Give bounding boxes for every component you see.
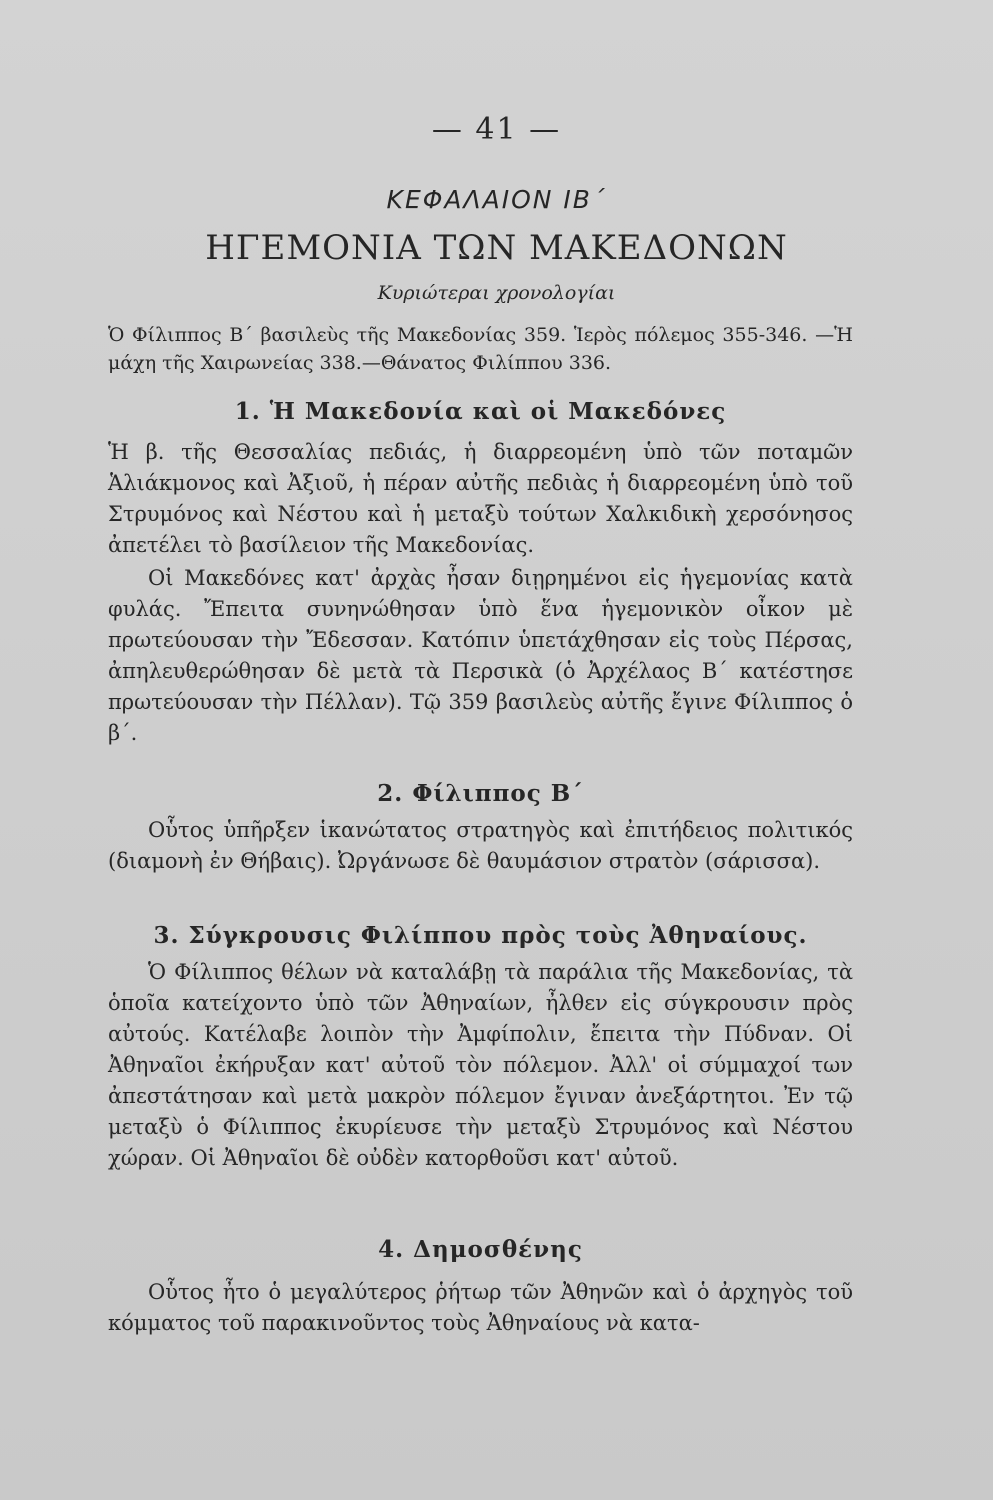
section-demosthenes [108,1236,853,1339]
chapter-title: ΗΓΕΜΟΝΙΑ ΤΩΝ ΜΑΚΕΔΟΝΩΝ [205,228,788,268]
section-philip [108,780,853,877]
paragraph: Ὁ Φίλιππος θέλων νὰ καταλάβῃ τὰ παράλια τῆς Μακεδονίας, τὰ ὁποῖα κατείχοντο ὑπὸ τῶν Ἀθηναίων, ἦλθεν εἰς σύγκρουσιν πρὸς αὐτούς. Κατέλαβε λοιπὸν τὴν Ἀμφίπολιν, ἔπειτα τὴν Πύδναν. Οἱ Ἀθηναῖοι ἐκήρυξαν κατ' αὐτοῦ τὸν πόλεμον. Ἀλλ' οἱ σύμμαχοί των ἀπεστάτησαν καὶ μετὰ μακρὸν πόλεμον ἔγιναν ἀνεξάρτητοι. Ἐν τῷ μεταξὺ ὁ Φίλιππος ἐκυρίευσε τὴν μεταξὺ Στρυμόνος καὶ Νέστου χώραν. Οἱ Ἀθηναῖοι δὲ οὐδὲν κατορθοῦσι κατ' αὐτοῦ. [108,960,853,1170]
section-heading: 2. Φίλιππος Β΄ [377,780,584,807]
chronology-text: Ὁ Φίλιππος Β΄ βασιλεὺς τῆς Μακεδονίας 359. Ἱερὸς πόλεμος 355-346. —Ἡ μάχη τῆς Χαιρωνείας 338.—Θάνατος Φιλίππου 336. [108,324,853,374]
paragraph: Οὗτος ἦτο ὁ μεγαλύτερος ῥήτωρ τῶν Ἀθηνῶν καὶ ὁ ἀρχηγὸς τοῦ κόμματος τοῦ παρακινοῦντος τοὺς Ἀθηναίους νὰ κατα- [108,1280,853,1335]
paragraph: Οἱ Μακεδόνες κατ' ἀρχὰς ἦσαν διῃρημένοι εἰς ἡγεμονίας κατὰ φυλάς. Ἔπειτα συνηνώθησαν ὑπὸ ἕνα ἡγεμονικὸν οἶκον μὲ πρωτεύουσαν τὴν Ἔδεσσαν. Κατόπιν ὑπετάχθησαν εἰς τοὺς Πέρσας, ἀπηλευθερώθησαν δὲ μετὰ τὰ Περσικὰ (ὁ Ἀρχέλαος Β΄ κατέστησε πρωτεύουσαν τὴν Πέλλαν). Τῷ 359 βασιλεὺς αὐτῆς ἔγινε Φίλιππος ὁ β΄. [108,566,853,745]
section-conflict [108,922,853,1174]
chronology-subtitle: Κυριώτεραι χρονολογίαι [377,282,616,304]
section-heading: 3. Σύγκρουσις Φιλίππου πρὸς τοὺς Ἀθηναίους. [153,922,808,949]
paragraph: Ἡ β. τῆς Θεσσαλίας πεδιάς, ἡ διαρρεομένη ὑπὸ τῶν ποταμῶν Ἁλιάκμονος καὶ Ἀξιοῦ, ἡ πέραν αὐτῆς πεδιὰς ἡ διαρρεομένη ὑπὸ τοῦ Στρυμόνος καὶ Νέστου καὶ ἡ μεταξὺ τούτων Χαλκιδικὴ χερσόνησος ἀπετέλει τὸ βασίλειον τῆς Μακεδονίας. [108,440,853,557]
section-heading: 1. Ἡ Μακεδονία καὶ οἱ Μακεδόνες [234,398,727,425]
section-heading: 4. Δημοσθένης [378,1236,583,1263]
section-macedonia [108,398,853,749]
page-number: — 41 — [431,112,562,147]
chapter-label: ΚΕΦΑΛΑΙΟΝ ΙΒ΄ [386,185,607,214]
paragraph: Οὗτος ὑπῆρξεν ἱκανώτατος στρατηγὸς καὶ ἐπιτήδειος πολιτικός (διαμονὴ ἐν Θήβαις). Ὠργάνωσε δὲ θαυμάσιον στρατὸν (σάρισσα). [108,818,853,873]
